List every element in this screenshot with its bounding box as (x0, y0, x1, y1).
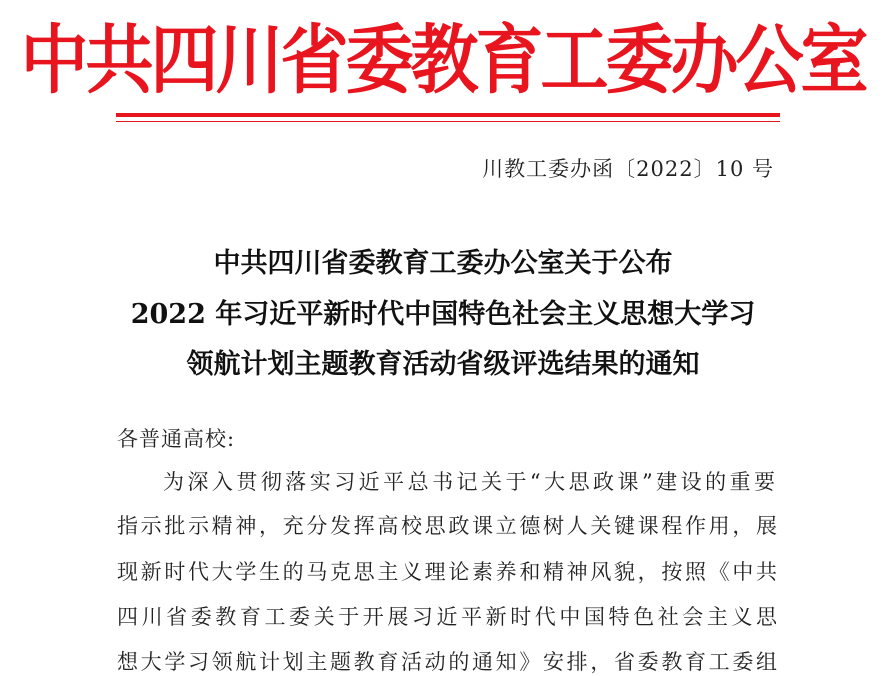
red-header-rule-thin (116, 121, 780, 122)
document-title-line-3: 领航计划主题教育活动省级评选结果的通知 (186, 349, 700, 380)
red-header-rule-thick (116, 113, 780, 117)
issuing-organization-header: 中共四川省委教育工委办公室 (20, 18, 866, 105)
body-paragraph-line-2: 指示批示精神，充分发挥高校思政课立德树人关键课程作用，展 (117, 514, 777, 538)
salutation: 各普通高校: (117, 427, 236, 451)
document-number: 川教工委办函〔2022〕10 号 (482, 157, 774, 181)
body-paragraph-line-3: 现新时代大学生的马克思主义理论素养和精神风貌，按照《中共 (117, 560, 777, 584)
body-paragraph-line-5: 想大学习领航计划主题教育活动的通知》安排，省委教育工委组 (117, 650, 777, 674)
body-paragraph-line-4: 四川省委教育工委关于开展习近平新时代中国特色社会主义思 (117, 605, 777, 629)
document-title-line-1: 中共四川省委教育工委办公室关于公布 (213, 248, 673, 279)
body-paragraph-line-1: 为深入贯彻落实习近平总书记关于“大思政课”建设的重要 (163, 470, 775, 494)
document-title-line-2: 2022 年习近平新时代中国特色社会主义思想大学习 (130, 299, 756, 330)
